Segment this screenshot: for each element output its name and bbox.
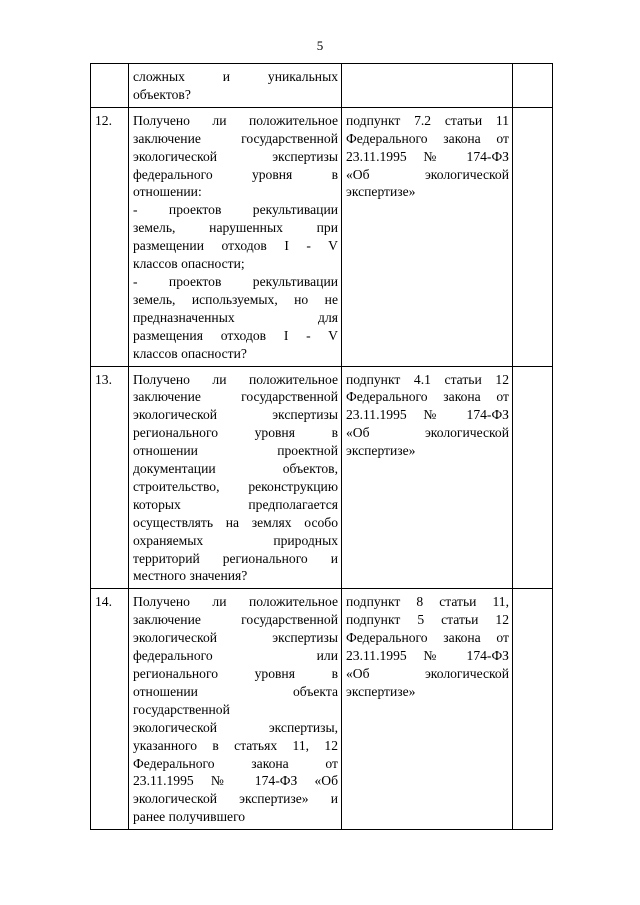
question-cell-line: 23.11.1995 № 174-ФЗ «Об — [133, 773, 338, 789]
reference-cell-line: 23.11.1995 № 174-ФЗ — [346, 648, 509, 664]
question-cell — [129, 366, 342, 589]
question-cell-line: размещении отходов I - V — [133, 238, 338, 254]
reference-cell — [342, 589, 513, 830]
question-cell — [129, 64, 342, 108]
question-cell-line: экологической экспертизы, — [133, 719, 338, 735]
reference-cell-line: экспертизе» — [346, 184, 416, 200]
question-cell-line: строительство, реконструкцию — [133, 478, 338, 494]
question-cell-line: размещения отходов I - V — [133, 327, 338, 343]
table-row — [91, 64, 553, 108]
question-cell-line: земель, нарушенных при — [133, 220, 338, 236]
question-cell-line: Получено ли положительное — [133, 371, 338, 387]
question-cell-line: государственной — [133, 701, 230, 717]
table-row — [91, 589, 553, 830]
table-row — [91, 107, 553, 366]
empty-cell — [513, 107, 553, 366]
reference-cell — [342, 107, 513, 366]
question-cell-line: территорий регионального и — [133, 550, 338, 566]
question-cell — [129, 589, 342, 830]
question-cell-line: экологической экспертизы — [133, 630, 338, 646]
question-cell-line: экологической экспертизы — [133, 148, 338, 164]
reference-cell-line: подпункт 7.2 статьи 11 — [346, 112, 509, 128]
reference-cell-line: 23.11.1995 № 174-ФЗ — [346, 407, 509, 423]
reference-cell-line: подпункт 5 статьи 12 — [346, 612, 509, 628]
page-number: 5 — [316, 38, 324, 53]
reference-cell-line: Федерального закона от — [346, 389, 509, 405]
question-cell-line: - проектов рекультивации — [133, 202, 338, 218]
reference-cell-line: «Об экологической — [346, 666, 509, 681]
empty-cell — [513, 366, 553, 589]
question-cell-line: регионального уровня в — [133, 425, 338, 441]
question-cell-line: заключение государственной — [133, 389, 338, 405]
question-cell-line: Получено ли положительное — [133, 112, 338, 128]
reference-cell-line: «Об экологической — [346, 425, 509, 441]
reference-cell-line: 23.11.1995 № 174-ФЗ — [346, 148, 509, 164]
question-cell-line: Получено ли положительное — [133, 594, 338, 610]
question-cell-line: документации объектов, — [133, 461, 338, 477]
reference-cell-line: Федерального закона от — [346, 130, 509, 146]
empty-cell — [513, 64, 553, 108]
question-cell-line: классов опасности; — [133, 256, 245, 272]
reference-cell-line: «Об экологической — [346, 166, 509, 182]
question-cell-line: осуществлять на землях особо — [133, 514, 338, 530]
question-cell-line: сложных и уникальных — [133, 69, 338, 84]
question-cell-line: указанного в статьях 11, 12 — [133, 737, 338, 753]
question-cell-line: федерального или — [133, 648, 338, 664]
question-cell-line: федерального уровня в — [133, 166, 338, 182]
question-cell-line: объектов? — [133, 86, 191, 102]
question-cell-line: отношении объекта — [133, 683, 338, 699]
row-number: 12. — [91, 107, 129, 366]
reference-cell — [342, 64, 513, 108]
row-number: 14. — [91, 589, 129, 830]
checklist-table — [90, 63, 553, 830]
question-cell — [129, 107, 342, 366]
question-cell-line: охраняемых природных — [133, 532, 338, 548]
reference-cell-line: экспертизе» — [346, 443, 416, 459]
question-cell-line: отношении проектной — [133, 443, 338, 459]
question-cell-line: земель, используемых, но не — [133, 291, 338, 307]
question-cell-line: заключение государственной — [133, 612, 338, 628]
empty-cell — [513, 589, 553, 830]
row-number — [91, 64, 129, 108]
table-row — [91, 366, 553, 589]
question-cell-line: предназначенных для — [133, 309, 338, 325]
question-cell-line: заключение государственной — [133, 130, 338, 146]
reference-cell — [342, 366, 513, 589]
question-cell-line: - проектов рекультивации — [133, 273, 338, 289]
question-cell-line: экологической экспертизы — [133, 407, 338, 423]
question-cell-line: которых предполагается — [133, 496, 338, 512]
row-number: 13. — [91, 366, 129, 589]
reference-cell-line: Федерального закона от — [346, 630, 509, 646]
question-cell-line: классов опасности? — [133, 345, 247, 361]
question-cell-line: ранее получившего — [133, 809, 246, 825]
question-cell-line: экологической экспертизе» и — [133, 791, 338, 807]
question-cell-line: отношении: — [133, 184, 202, 200]
reference-cell-line: подпункт 8 статьи 11, — [346, 594, 509, 610]
reference-cell-line: подпункт 4.1 статьи 12 — [346, 371, 509, 387]
question-cell-line: местного значения? — [133, 568, 248, 584]
question-cell-line: Федерального закона от — [133, 755, 338, 771]
reference-cell-line: экспертизе» — [346, 683, 416, 699]
question-cell-line: регионального уровня в — [133, 666, 338, 681]
